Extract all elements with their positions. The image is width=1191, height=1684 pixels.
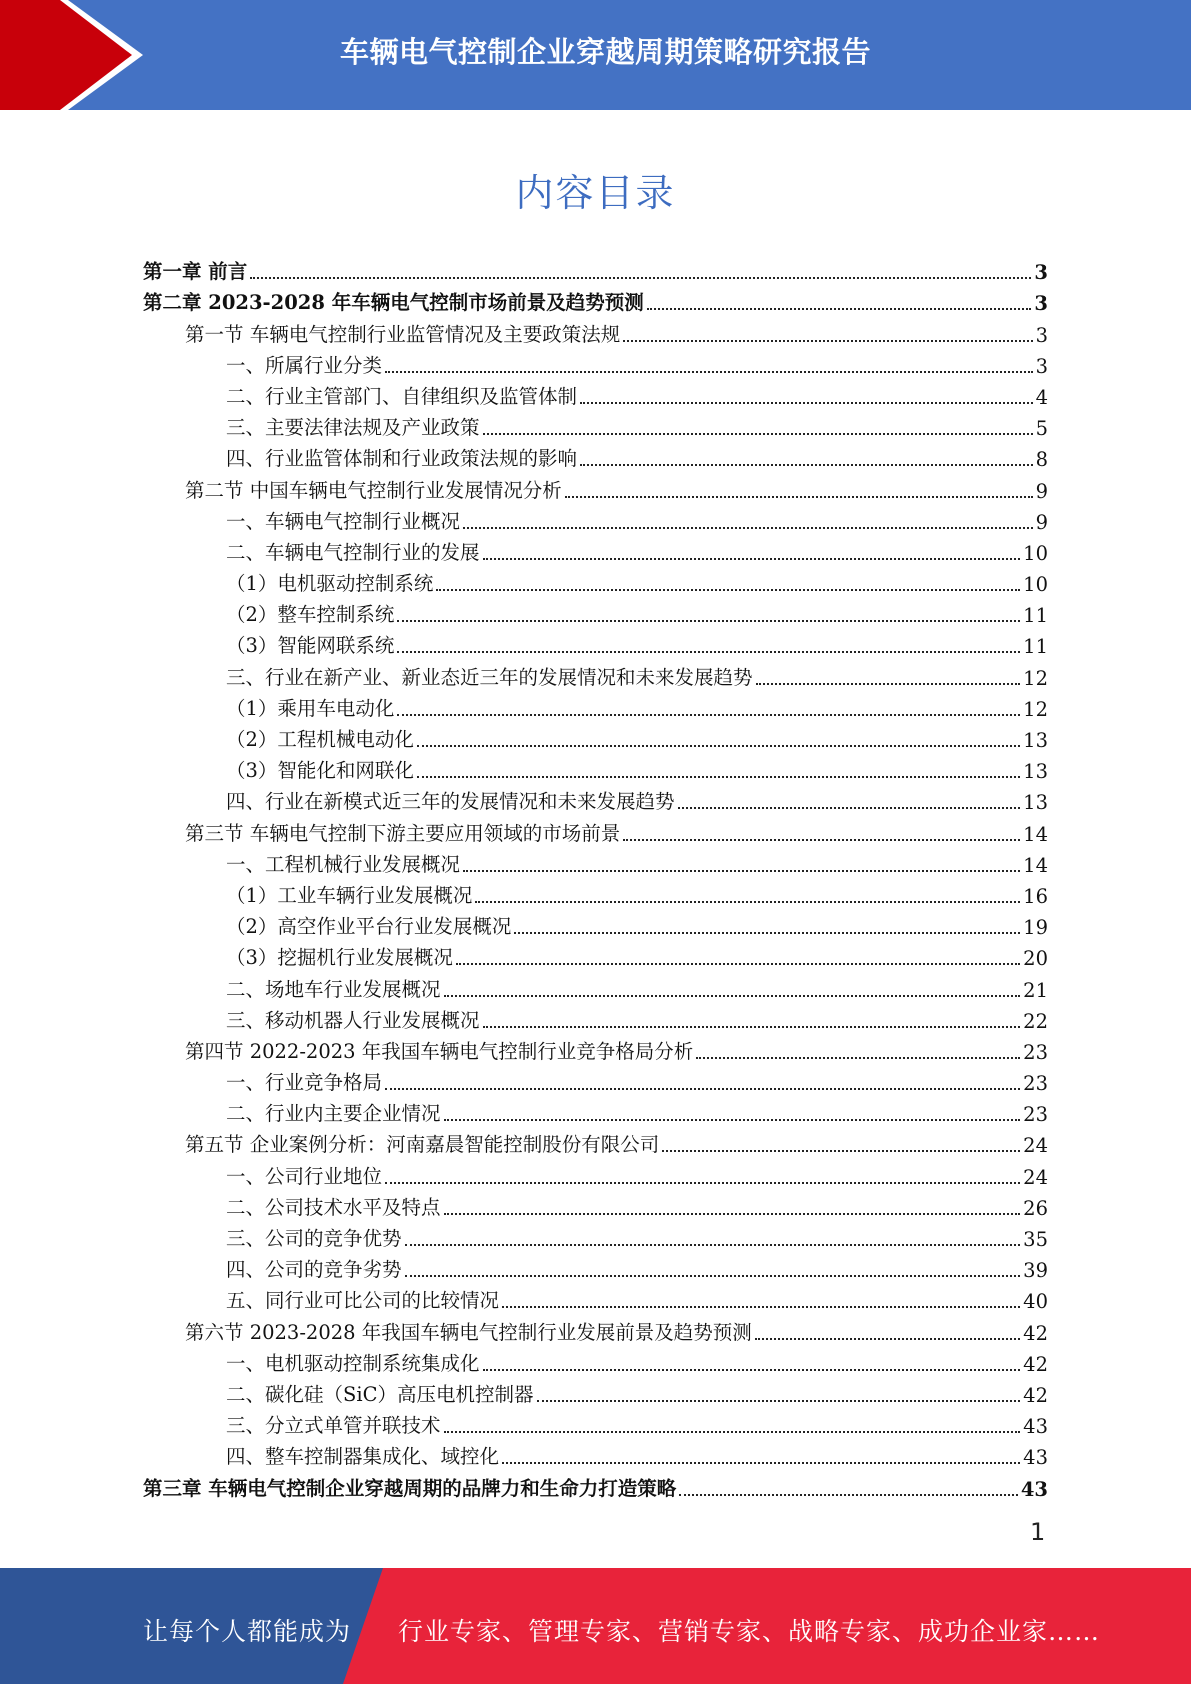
toc-entry[interactable]: [143, 752, 1048, 783]
toc-entry[interactable]: [143, 877, 1048, 908]
toc-leader-dots: [483, 1368, 1021, 1371]
toc-leader-dots: [444, 994, 1021, 997]
toc-leader-dots: [483, 557, 1021, 560]
toc-entry-page: 4: [1035, 385, 1048, 409]
toc-entry-label: （3）智能化和网联化: [226, 759, 414, 783]
toc-entry-label: 第二章 2023-2028 年车辆电气控制市场前景及趋势预测: [143, 291, 644, 315]
toc-entry-label: 一、工程机械行业发展概况: [226, 852, 461, 876]
toc-entry-label: 一、行业竞争格局: [226, 1071, 383, 1095]
toc-leader-dots: [397, 619, 1020, 622]
toc-leader-dots: [483, 1025, 1021, 1028]
toc-entry[interactable]: [143, 1189, 1048, 1220]
toc-entry-label: 一、所属行业分类: [226, 353, 383, 377]
toc-entry[interactable]: [143, 1376, 1048, 1407]
toc-entry[interactable]: [143, 970, 1048, 1001]
toc-entry-page: 20: [1023, 947, 1048, 971]
toc-leader-dots: [417, 775, 1020, 778]
toc-entry-page: 10: [1023, 573, 1048, 597]
toc-entry-page: 39: [1023, 1259, 1048, 1283]
toc-leader-dots: [678, 806, 1021, 809]
toc-entry-label: （2）整车控制系统: [226, 603, 395, 627]
toc-entry-label: 一、电机驱动控制系统集成化: [226, 1351, 480, 1375]
toc-entry[interactable]: [143, 1220, 1048, 1251]
toc-entry-label: 二、行业主管部门、自律组织及监管体制: [226, 384, 578, 408]
toc-entry-label: 第四节 2022-2023 年我国车辆电气控制行业竞争格局分析: [185, 1039, 694, 1063]
toc-entry[interactable]: [143, 1157, 1048, 1188]
toc-entry-label: 二、公司技术水平及特点: [226, 1195, 441, 1219]
toc-leader-dots: [444, 1118, 1021, 1121]
toc-entry-page: 42: [1023, 1321, 1048, 1345]
toc-entry-label: 第一节 车辆电气控制行业监管情况及主要政策法规: [185, 322, 621, 346]
toc-leader-dots: [756, 682, 1021, 685]
toc-entry[interactable]: [143, 1407, 1048, 1438]
toc-entry[interactable]: [143, 347, 1048, 378]
toc-leader-dots: [623, 339, 1032, 342]
toc-leader-dots: [696, 1056, 1020, 1059]
toc-entry-label: 二、行业内主要企业情况: [226, 1102, 441, 1126]
toc-entry-label: （1）电机驱动控制系统: [226, 572, 434, 596]
toc-entry-label: （3）智能网联系统: [226, 634, 395, 658]
toc-leader-dots: [397, 713, 1020, 716]
toc-entry[interactable]: [143, 315, 1048, 346]
toc-entry[interactable]: [143, 721, 1048, 752]
toc-entry-page: 3: [1035, 323, 1048, 347]
toc-leader-dots: [405, 1274, 1021, 1277]
toc-entry-page: 9: [1035, 510, 1048, 534]
toc-entry-label: （3）挖掘机行业发展概况: [226, 946, 453, 970]
toc-entry-page: 23: [1023, 1072, 1048, 1096]
toc-leader-dots: [463, 869, 1020, 872]
toc-entry[interactable]: [143, 939, 1048, 970]
toc-leader-dots: [502, 1305, 1020, 1308]
toc-leader-dots: [385, 1181, 1020, 1184]
toc-leader-dots: [514, 931, 1020, 934]
toc-entry[interactable]: [143, 1469, 1048, 1500]
toc-entry[interactable]: [143, 627, 1048, 658]
toc-entry[interactable]: [143, 1126, 1048, 1157]
toc-entry[interactable]: [143, 908, 1048, 939]
toc-entry-page: 21: [1023, 978, 1048, 1002]
toc-leader-dots: [662, 1149, 1020, 1152]
toc-leader-dots: [405, 1243, 1021, 1246]
toc-entry-label: 四、行业在新模式近三年的发展情况和未来发展趋势: [226, 790, 675, 814]
toc-entry-page: 13: [1023, 729, 1048, 752]
header-band: [0, 0, 1191, 110]
toc-entry-page: 9: [1035, 479, 1048, 503]
toc-entry-page: 12: [1023, 666, 1048, 690]
toc-leader-dots: [537, 1399, 1021, 1402]
toc-entry[interactable]: [143, 814, 1048, 845]
footer-slogan-left: 让每个人都能成为: [143, 1617, 352, 1646]
toc-entry[interactable]: [143, 1064, 1048, 1095]
toc-leader-dots: [436, 588, 1020, 591]
toc-entry-page: 23: [1023, 1103, 1048, 1127]
toc-entry-label: 二、场地车行业发展概况: [226, 977, 441, 1001]
toc-leader-dots: [502, 1461, 1020, 1464]
toc-entry[interactable]: [143, 565, 1048, 596]
footer-slogan-right: 行业专家、管理专家、营销专家、战略专家、成功企业家……: [398, 1617, 1101, 1646]
header-title: 车辆电气控制企业穿越周期策略研究报告: [339, 34, 871, 69]
toc-entry-label: 第二节 中国车辆电气控制行业发展情况分析: [185, 478, 562, 502]
toc-leader-dots: [565, 495, 1033, 498]
toc-entry-label: 一、公司行业地位: [226, 1164, 383, 1188]
toc-entry[interactable]: [143, 503, 1048, 534]
toc-leader-dots: [463, 526, 1033, 529]
toc-entry-page: 24: [1023, 1165, 1048, 1189]
toc-entry-page: 11: [1023, 604, 1048, 628]
toc-leader-dots: [385, 370, 1033, 373]
toc-entry-page: 43: [1023, 1446, 1048, 1470]
toc-leader-dots: [397, 650, 1020, 653]
toc-entry-page: 22: [1023, 1009, 1048, 1033]
toc-entry-label: 四、行业监管体制和行业政策法规的影响: [226, 447, 578, 471]
toc-entry[interactable]: [143, 1438, 1048, 1469]
toc-entry-page: 43: [1020, 1477, 1048, 1501]
toc-entry-page: 8: [1035, 448, 1048, 472]
toc-entry-page: 40: [1023, 1290, 1048, 1314]
toc-entry-label: 第五节 企业案例分析：河南嘉晨智能控制股份有限公司: [185, 1133, 660, 1157]
toc-entry-label: 三、行业在新产业、新业态近三年的发展情况和未来发展趋势: [226, 665, 753, 689]
toc-entry-label: 二、碳化硅（SiC）高压电机控制器: [226, 1382, 534, 1406]
toc-entry[interactable]: [143, 596, 1048, 627]
toc-entry-label: 三、主要法律法规及产业政策: [226, 416, 480, 440]
toc-leader-dots: [580, 401, 1033, 404]
toc-entry-page: 3: [1034, 292, 1048, 316]
toc-entry[interactable]: [143, 471, 1048, 502]
toc-entry-page: 16: [1023, 884, 1048, 908]
table-of-contents: [143, 253, 1048, 1501]
toc-leader-dots: [385, 1087, 1020, 1090]
toc-leader-dots: [647, 307, 1032, 310]
toc-leader-dots: [444, 1212, 1021, 1215]
toc-entry-page: 43: [1023, 1415, 1048, 1439]
toc-entry-page: 24: [1023, 1134, 1048, 1158]
toc-leader-dots: [679, 1493, 1018, 1496]
toc-entry-page: 11: [1023, 635, 1048, 659]
toc-entry-page: 13: [1023, 791, 1048, 815]
toc-entry-page: 14: [1023, 822, 1048, 846]
toc-leader-dots: [475, 900, 1020, 903]
toc-entry-label: （2）高空作业平台行业发展概况: [226, 915, 512, 939]
toc-entry-label: 五、同行业可比公司的比较情况: [226, 1289, 500, 1313]
toc-entry-page: 13: [1023, 760, 1048, 784]
toc-entry-page: 3: [1035, 354, 1048, 378]
toc-entry[interactable]: [143, 1002, 1048, 1033]
toc-entry-label: 四、公司的竞争劣势: [226, 1258, 402, 1282]
toc-entry[interactable]: [143, 1313, 1048, 1344]
toc-entry[interactable]: [143, 534, 1048, 565]
toc-title: 内容目录: [515, 171, 676, 215]
toc-entry-label: （1）工业车辆行业发展概况: [226, 883, 473, 907]
toc-entry[interactable]: [143, 284, 1048, 315]
toc-entry[interactable]: [143, 378, 1048, 409]
toc-entry-label: 第一章 前言: [143, 260, 248, 284]
toc-entry-page: 3: [1034, 261, 1048, 285]
toc-leader-dots: [580, 463, 1033, 466]
toc-entry-label: （1）乘用车电动化: [226, 696, 395, 720]
toc-entry-label: （2）工程机械电动化: [226, 728, 414, 751]
page-number: 1: [1030, 1518, 1046, 1546]
toc-entry[interactable]: [143, 658, 1048, 689]
toc-entry-label: 第三节 车辆电气控制下游主要应用领域的市场前景: [185, 821, 621, 845]
toc-entry-page: 10: [1023, 541, 1048, 565]
toc-entry-page: 14: [1023, 853, 1048, 877]
toc-entry-page: 26: [1023, 1196, 1048, 1220]
toc-entry-label: 一、车辆电气控制行业概况: [226, 509, 461, 533]
toc-entry[interactable]: [143, 846, 1048, 877]
toc-entry-label: 四、整车控制器集成化、域控化: [226, 1445, 500, 1469]
toc-entry-label: 第六节 2023-2028 年我国车辆电气控制行业发展前景及趋势预测: [185, 1320, 752, 1344]
toc-leader-dots: [250, 276, 1031, 279]
toc-leader-dots: [755, 1337, 1020, 1340]
toc-entry-page: 23: [1023, 1040, 1048, 1064]
toc-entry-label: 二、车辆电气控制行业的发展: [226, 540, 480, 564]
toc-entry[interactable]: [143, 1251, 1048, 1282]
toc-entry[interactable]: [143, 1345, 1048, 1376]
toc-entry-page: 19: [1023, 916, 1048, 940]
toc-entry-label: 三、移动机器人行业发展概况: [226, 1008, 480, 1032]
toc-leader-dots: [444, 1430, 1021, 1433]
toc-entry-page: 5: [1035, 417, 1048, 441]
toc-leader-dots: [623, 838, 1020, 841]
toc-entry[interactable]: [143, 1095, 1048, 1126]
toc-entry[interactable]: [143, 253, 1048, 284]
toc-leader-dots: [483, 432, 1033, 435]
toc-entry-label: 三、分立式单管并联技术: [226, 1414, 441, 1438]
toc-entry[interactable]: [143, 690, 1048, 721]
toc-entry-label: 第三章 车辆电气控制企业穿越周期的品牌力和生命力打造策略: [143, 1476, 677, 1500]
toc-entry[interactable]: [143, 440, 1048, 471]
toc-leader-dots: [417, 744, 1020, 747]
toc-leader-dots: [456, 962, 1020, 965]
toc-entry-page: 42: [1023, 1383, 1048, 1407]
toc-entry-label: 三、公司的竞争优势: [226, 1227, 402, 1250]
toc-entry[interactable]: [143, 783, 1048, 814]
toc-entry-page: 42: [1023, 1352, 1048, 1376]
toc-entry-page: 35: [1023, 1228, 1048, 1251]
toc-entry[interactable]: [143, 1033, 1048, 1064]
toc-entry[interactable]: [143, 1282, 1048, 1313]
toc-entry-page: 12: [1023, 697, 1048, 721]
toc-entry[interactable]: [143, 409, 1048, 440]
